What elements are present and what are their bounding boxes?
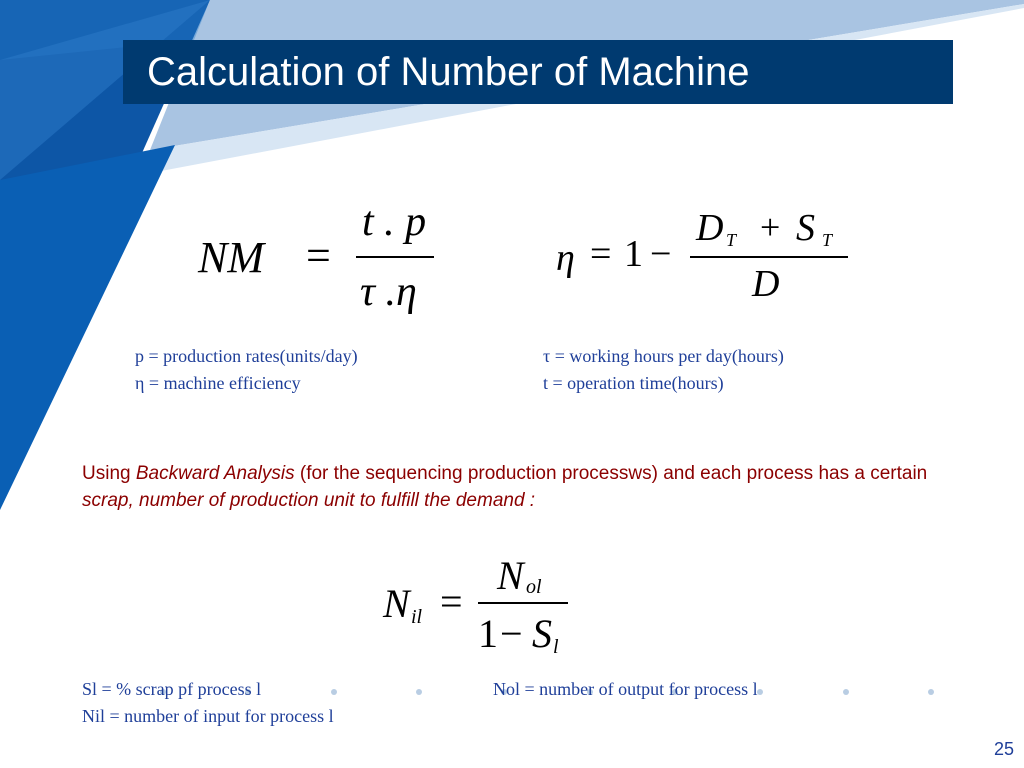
- paragraph-text-2: (for the sequencing production processws) and each process has a certain: [294, 463, 928, 484]
- formula-nil-lhs-sub: il: [411, 606, 423, 628]
- formula-nil-den-sub: l: [553, 636, 559, 658]
- formula-eta-equals: =: [590, 233, 612, 275]
- formula-nil-lhs: N: [383, 581, 410, 626]
- formula-eta-fraction-bar: [690, 256, 848, 258]
- definition-sl: Sl = % scrap pf process l: [82, 679, 262, 699]
- formula-eta-num-s: S: [796, 207, 815, 249]
- formula-eta-plus: +: [760, 207, 781, 247]
- formula-nil-den-one: 1: [478, 611, 498, 656]
- formula-nil-num-sub: ol: [526, 576, 542, 598]
- backward-analysis-paragraph: [82, 460, 982, 514]
- formula-eta-num-d: D: [696, 207, 724, 249]
- formula-eta-lhs: η: [556, 237, 575, 279]
- paragraph-text-emphasis-2: scrap, number of production unit to fulfill the demand :: [82, 490, 536, 511]
- definition-nil: Nil = number of input for process l: [82, 706, 334, 726]
- formula-eta-num-s-sub: T: [822, 230, 833, 250]
- formula-nm-fraction-bar: [356, 256, 434, 258]
- formula-nil-den-minus: −: [500, 611, 523, 656]
- page-number: 25: [993, 739, 1014, 759]
- formula-nil-den-s: S: [532, 611, 552, 656]
- definition-eta: η = machine efficiency: [135, 373, 301, 393]
- definition-t: t = operation time(hours): [543, 373, 724, 393]
- formula-nm-denominator: τ .η: [360, 269, 417, 315]
- formula-nm-lhs: NM: [198, 233, 264, 282]
- formula-eta-denominator: D: [752, 263, 780, 305]
- formula-eta-minus: −: [650, 233, 672, 275]
- definition-p: p = production rates(units/day): [135, 346, 358, 366]
- formula-nm-equals: =: [306, 231, 331, 280]
- paragraph-text-emphasis-1: Backward Analysis: [135, 463, 295, 484]
- formula-nil-num-n: N: [497, 553, 524, 598]
- formula-nil-equals: =: [440, 579, 463, 624]
- slide-title: Calculation of Number of Machine: [147, 50, 750, 94]
- formula-nil-fraction-bar: [478, 602, 568, 604]
- title-bar: [123, 40, 953, 104]
- formula-nm-numerator: t . p: [362, 199, 427, 245]
- formula-eta-one: 1: [624, 233, 643, 275]
- definition-tau: τ = working hours per day(hours): [543, 346, 784, 366]
- formula-eta-num-d-sub: T: [726, 230, 737, 250]
- paragraph-text-1: Using: [82, 463, 136, 484]
- definition-nol: Nol = number of output for process l: [493, 679, 758, 699]
